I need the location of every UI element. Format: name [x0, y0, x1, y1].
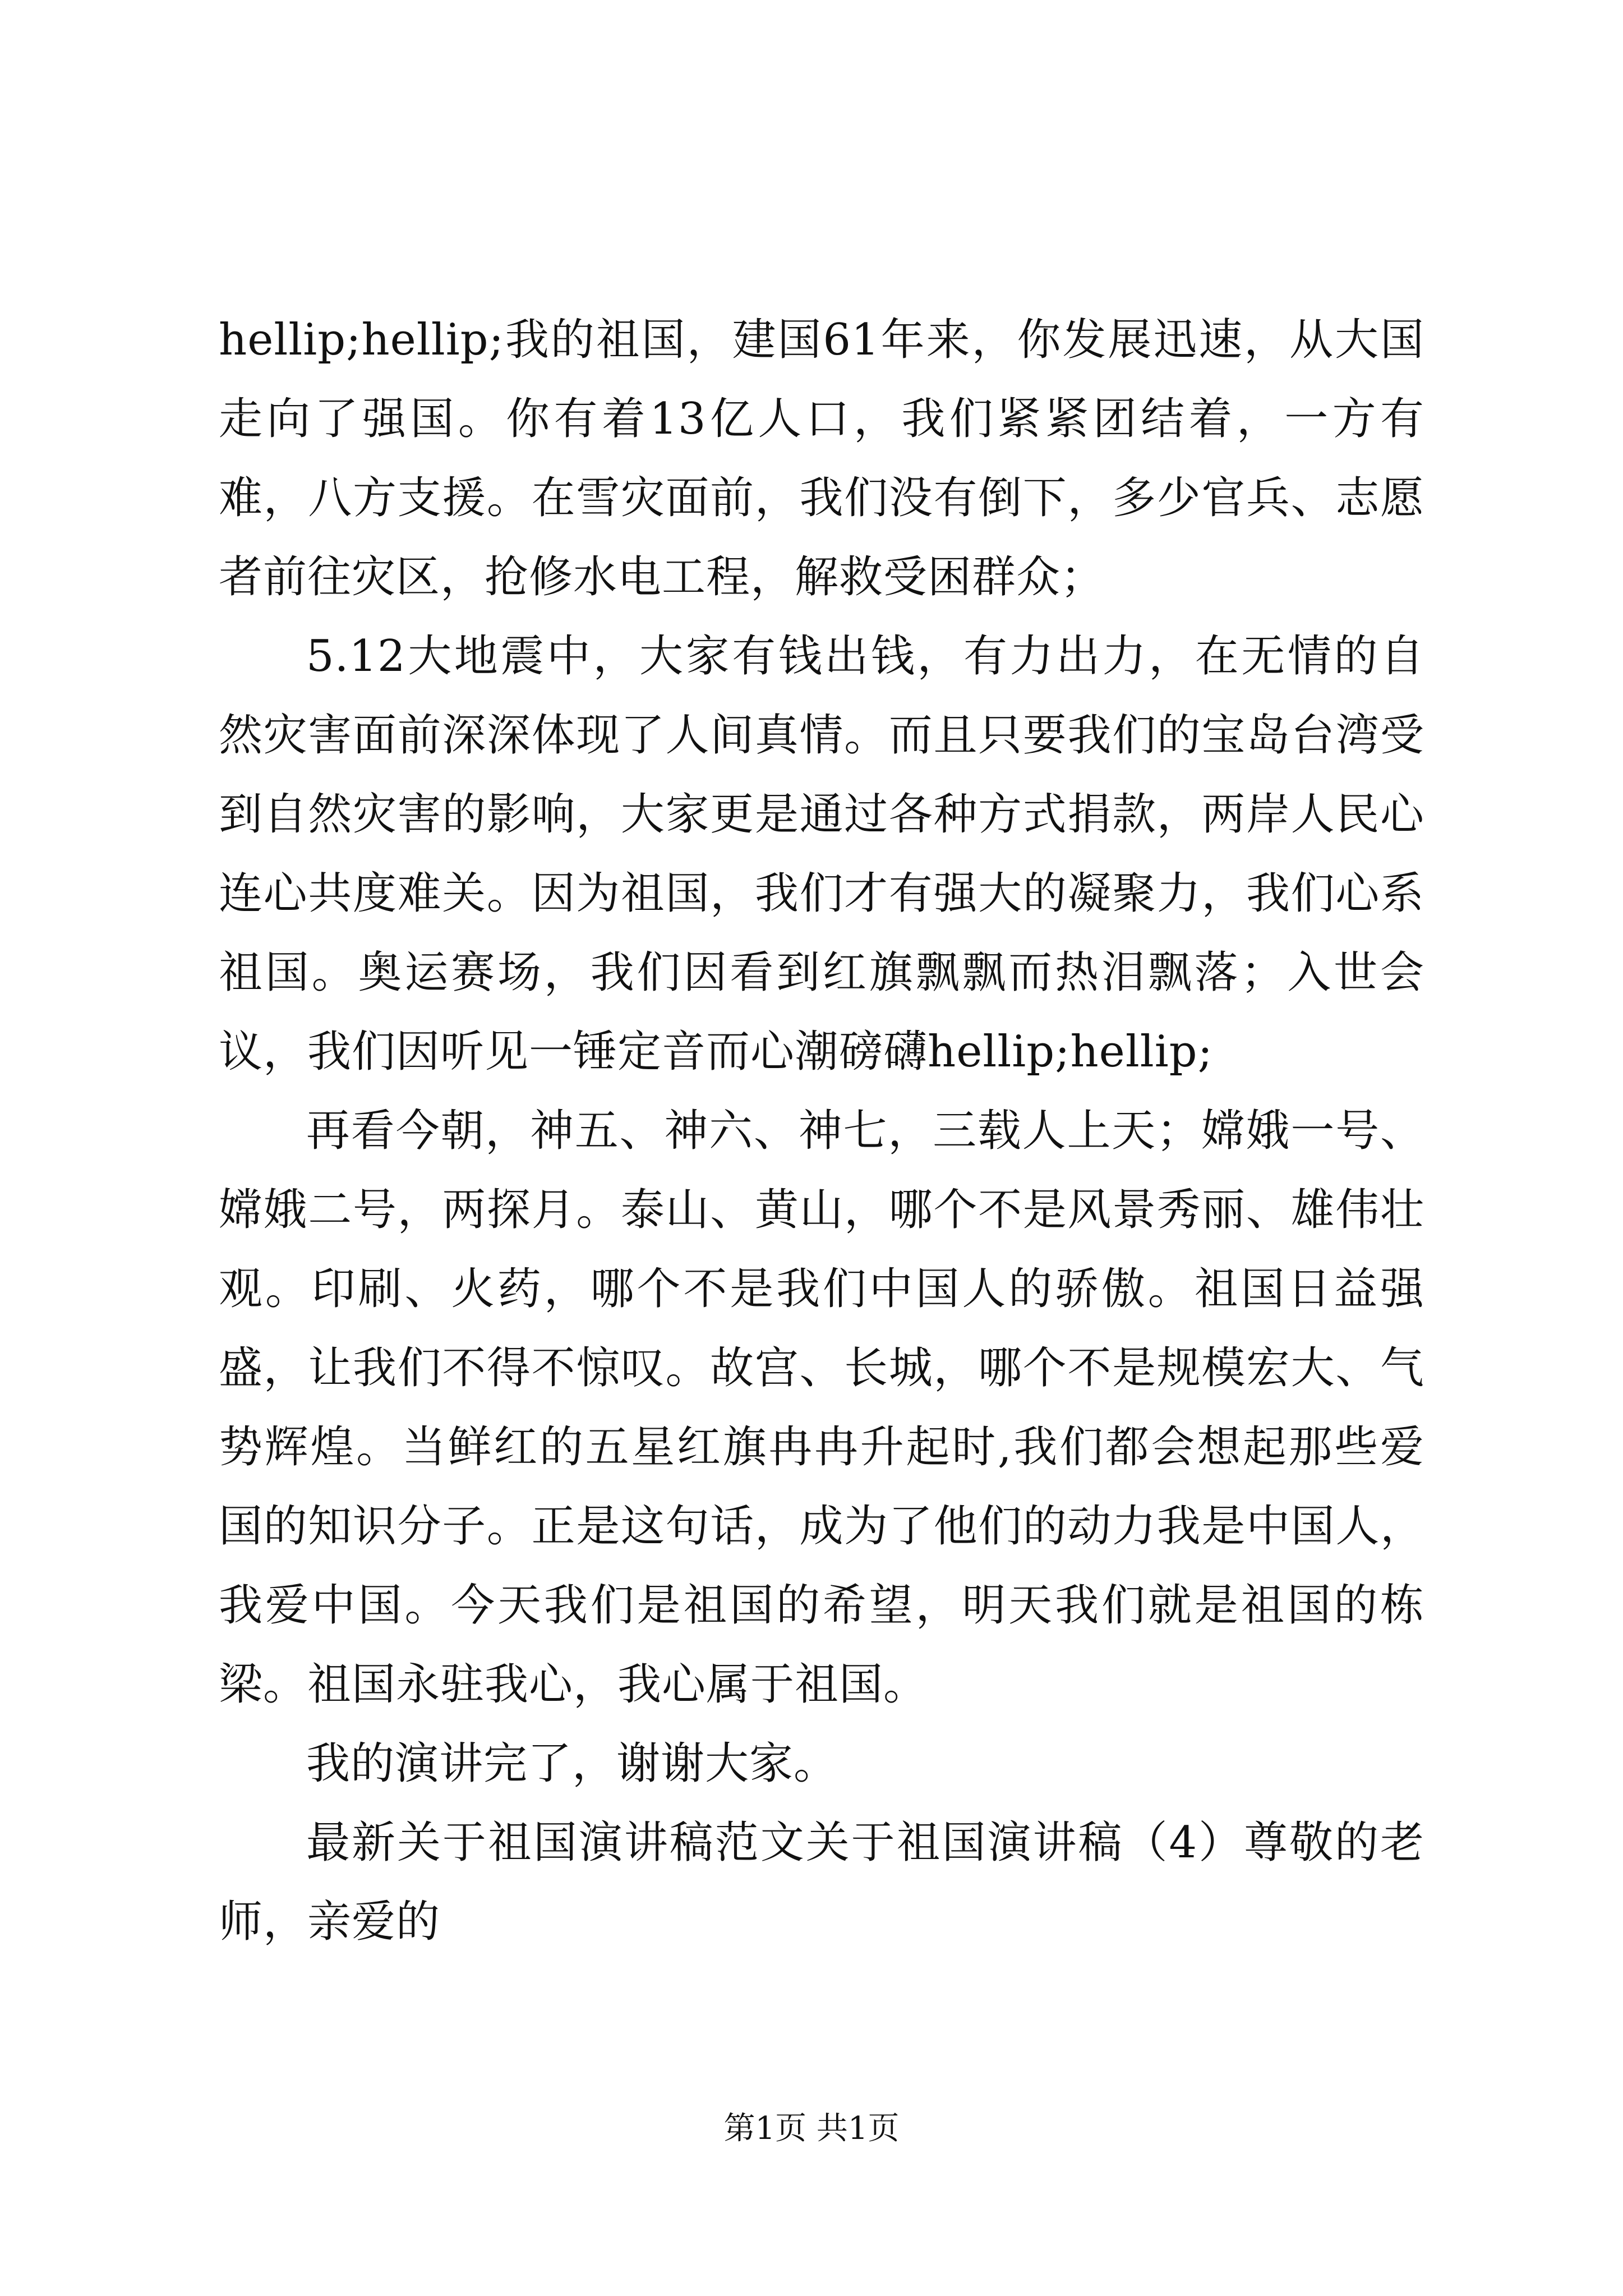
paragraph-earthquake: 5.12大地震中，大家有钱出钱，有力出力，在无情的自然灾害面前深深体现了人间真情。而且只要我们的宝岛台湾受到自然灾害的影响，大家更是通过各种方式捐款，两岸人民心连心共度难关。因为祖国，我们才有强大的凝聚力，我们心系祖国。奥运赛场，我们因看到红旗飘飘而热泪飘落；入世会议，我们因听见一锤定音而心潮磅礴hellip;hellip;: [219, 631, 1424, 1077]
document-body: [219, 301, 1424, 1962]
paragraph-closing: 我的演讲完了，谢谢大家。: [306, 1738, 838, 1789]
paragraph-continuation: hellip;hellip;我的祖国，建国61年来，你发展迅速，从大国走向了强国。你有着13亿人口，我们紧紧团结着，一方有难，八方支援。在雪灾面前，我们没有倒下，多少官兵、志愿者前往灾区，抢修水电工程，解救受困群众；: [219, 315, 1424, 602]
page-footer: 第1页 共1页: [723, 2110, 900, 2147]
paragraph-next-speech-title: 最新关于祖国演讲稿范文关于祖国演讲稿（4）尊敬的老师，亲爱的: [219, 1818, 1424, 1947]
paragraph-achievements: 再看今朝，神五、神六、神七，三载人上天；嫦娥一号、嫦娥二号，两探月。泰山、黄山，哪个不是风景秀丽、雄伟壮观。印刷、火药，哪个不是我们中国人的骄傲。祖国日益强盛，让我们不得不惊叹。故宫、长城，哪个不是规模宏大、气势辉煌。当鲜红的五星红旗冉冉升起时,我们都会想起那些爱国的知识分子。正是这句话，成为了他们的动力我是中国人，我爱中国。今天我们是祖国的希望，明天我们就是祖国的栋梁。祖国永驻我心，我心属于祖国。: [219, 1106, 1424, 1710]
